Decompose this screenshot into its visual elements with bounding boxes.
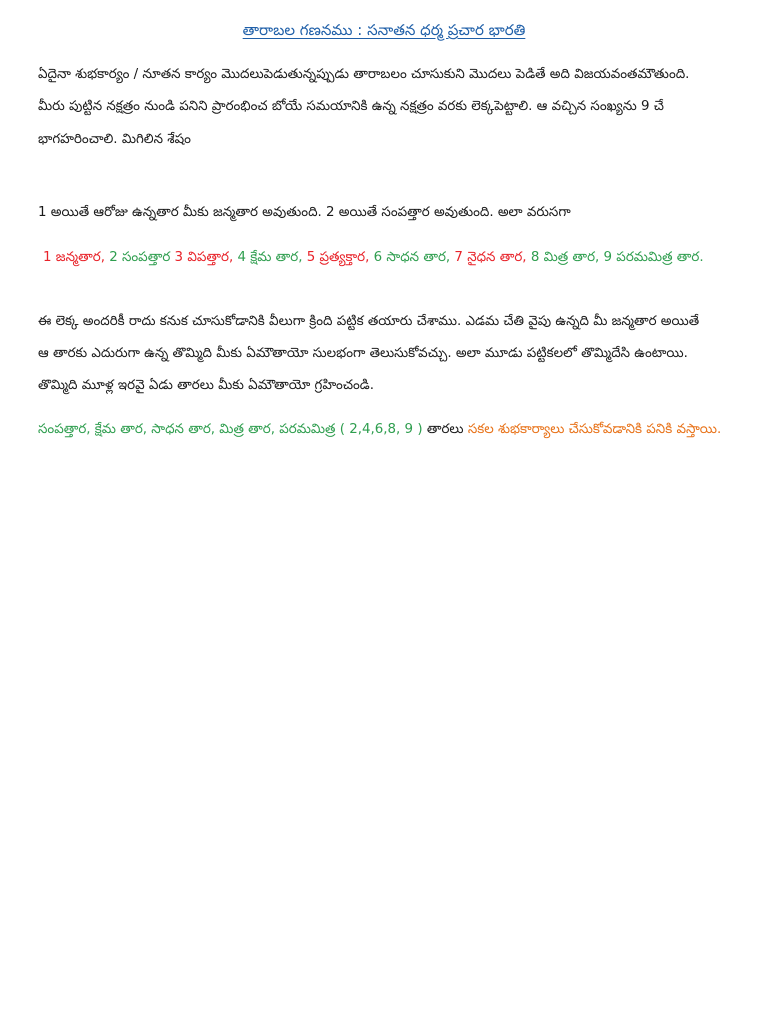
paragraph1-line1: ఏదైనా శుభకార్యం / నూతన కార్యం మొదలుపెడుతున్నప్పుడు తారాబలం చూసుకుని మొదలు పెడితే అది విజయవంతమౌతుంది. [38,67,690,82]
conclusion-good-taras: సంపత్తార, క్షేమ తార, సాధన తార, మిత్ర తార, పరమమిత్ర ( 2,4,6,8, 9 ) [38,422,423,437]
paragraph1-line2: మీరు పుట్టిన నక్షత్రం నుండి పనిని ప్రారంభించ బోయే సమయానికి ఉన్న నక్షత్రం వరకు లెక్కపెట్టాలి. ఆ వచ్చిన సంఖ్యను 9 చే [38,99,664,114]
paragraph2-line3: తొమ్మిది మూళ్ల ఇరవై ఏడు తారలు మీకు ఏమౌతాయో గ్రహించండి. [38,378,374,393]
tara-5: 5 ప్రత్యక్తార [306,250,366,265]
conclusion-taralu: తారలు [426,422,464,437]
conclusion-line [38,420,738,440]
tara-6: 6 సాధన తార [373,250,446,265]
tara-list: 1 జన్మతార, 2 సంపత్తార 3 విపత్తార, 4 క్షేమ తార, 5 ప్రత్యక్తార, 6 సాధన తార, 7 నైధన తార, 8 మిత్ర తార, 9 పరమమిత్ర తార. [43,250,704,265]
explanation-line: 1 అయితే ఆరోజు ఉన్నతార మీకు జన్మతార అవుతుంది. 2 అయితే సంపత్తార అవుతుంది. అలా వరుసగా [38,205,571,220]
tara-3: 3 విపత్తార [174,250,229,265]
paragraph2-line2: ఆ తారకు ఎదురుగా ఉన్న తొమ్మిది మీకు ఏమౌతాయో సులభంగా తెలుసుకోవచ్చు. అలా మూడు పట్టికలలో తొమ్మిదేసి ఉంటాయి. [38,346,688,361]
tara-2: 2 సంపత్తార [109,250,171,265]
tara-7: 7 నైధన తార [454,250,523,265]
tara-9: 9 పరమమిత్ర తార [603,250,700,265]
page-title-text: తారాబల గణనము : సనాతన ధర్మ ప్రచార భారతి [242,21,526,39]
page-title [0,21,768,43]
paragraph1-line3: భాగహరించాలి. మిగిలిన శేషం [38,132,191,147]
tara-8: 8 మిత్ర తార [530,250,596,265]
tara-1: 1 జన్మతార [43,250,101,265]
tara-4: 4 క్షేమ తార [237,250,299,265]
paragraph2-line1: ఈ లెక్క అందరికీ రాదు కనుక చూసుకోడానికి వీలుగా క్రింది పట్టిక తయారు చేశాము. ఎడమ చేతి వైపు ఉన్నది మీ జన్మతార అయితే [38,314,700,329]
conclusion-usage: సకల శుభకార్యాలు చేసుకోవడానికి పనికి వస్తాయి. [467,422,722,437]
